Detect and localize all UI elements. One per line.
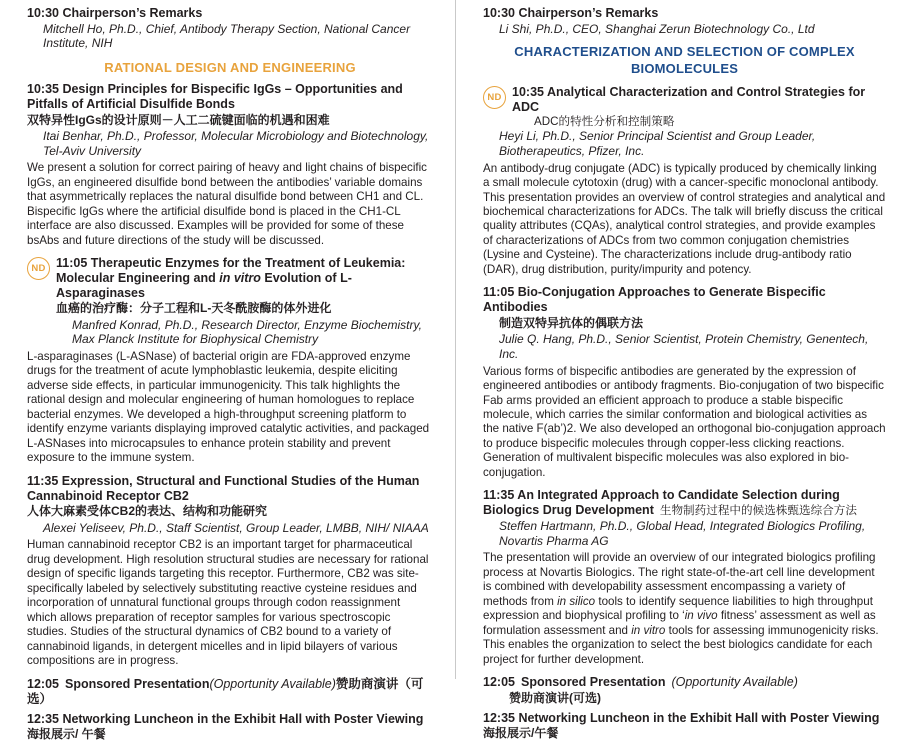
left-talk-1-title-cn: 双特异性IgGs的设计原则－人工二硫键面临的机遇和困难 bbox=[27, 112, 330, 127]
left-talk-3-speaker: Alexei Yeliseev, Ph.D., Staff Scientist, Group Leader, LMBB, NIH/ NIAAA bbox=[43, 520, 429, 535]
right-talk-1-abstract: An antibody-drug conjugate (ADC) is typically produced by chemically linking a small molecule cytotoxin (drug) with a cancer-specific monoclonal antibody. This presentation provides an overview of control strategies and analytical and biochemical characterizations for ADCs. The talk will briefly discuss the critical quality attributes (CQAs), analytical control strategies, and provide examples of characterizations of ADCs from two common conjugation chemistries (Lysine and Cysteine). The characterizations include drug-antibody ratio (DAR), drug distribution, purity/impurity and potency. bbox=[483, 161, 886, 276]
right-talk-2-speaker: Julie Q. Hang, Ph.D., Senior Scientist, Protein Chemistry, Genentech, Inc. bbox=[499, 332, 869, 361]
right-chairperson-block bbox=[483, 6, 886, 36]
left-talk-1 bbox=[27, 82, 433, 248]
left-talk-2-title bbox=[56, 256, 433, 300]
right-sponsored-presentation bbox=[483, 675, 886, 690]
right-talk-3-title-text: 11:35 An Integrated Approach to Candidate Selection during Biologics Drug Development bbox=[483, 488, 840, 518]
left-lunch-title: 12:35 Networking Luncheon in the Exhibit Hall with Poster Viewing bbox=[27, 711, 424, 726]
left-talk-2 bbox=[27, 256, 433, 350]
right-lunch-block bbox=[483, 711, 886, 741]
left-chairperson-block bbox=[27, 6, 433, 51]
left-sponsored-cn: 赞助商演讲（可选） bbox=[27, 676, 424, 706]
left-talk-2-title-cn: 血癌的治疗酶：分子工程和L-天冬酰胺酶的体外进化 bbox=[56, 301, 332, 316]
left-talk-3-title-cn: 人体大麻素受体CB2的表达、结构和功能研究 bbox=[27, 504, 268, 519]
right-talk-3-abstract-post: tools for assessing immunogenicity risks. This enables the organization to select the best biologics candidate for each project for further development. bbox=[483, 623, 879, 666]
right-lunch-title: 12:35 Networking Luncheon in the Exhibit Hall with Poster Viewing bbox=[483, 710, 880, 725]
right-talk-1-title-cn: ADC的特性分析和控制策略 bbox=[534, 115, 675, 129]
left-talk-2-title-post: Evolution of L-Asparaginases bbox=[56, 270, 352, 300]
left-talk-1-title: 10:35 Design Principles for Bispecific IgGs – Opportunities and Pitfalls of Artificial Disulfide Bonds bbox=[27, 82, 403, 111]
right-talk-3-abstract-italic-3: in vitro bbox=[631, 623, 666, 637]
right-talk-2-title-cn: 制造双特异抗体的偶联方法 bbox=[499, 315, 644, 330]
right-sponsored-opportunity: (Opportunity Available) bbox=[671, 675, 798, 690]
left-sponsored-opportunity: (Opportunity Available) bbox=[209, 676, 336, 691]
left-lunch-block bbox=[27, 712, 433, 742]
right-talk-3-abstract-mid-1: tools to identify sequence liabilities to high throughput expression and biophysical profiling to ‘ bbox=[483, 594, 873, 623]
left-sponsored-presentation bbox=[27, 677, 433, 707]
left-sponsored-time: 12:05 bbox=[27, 676, 59, 691]
right-talk-3-abstract-pre: The presentation will provide an overview of our integrated biologics profiling process at Novartis Biologics. The right state-of-the-art cell line development is combined with developability assessment encompassing a variety of methods from bbox=[483, 551, 876, 608]
right-section-heading: CHARACTERIZATION AND SELECTION OF COMPLEX BIOMOLECULES bbox=[514, 44, 855, 76]
right-talk-3-abstract bbox=[483, 551, 886, 667]
right-talk-3-abstract-mid-2: fitness’ assessment as well as formulation assessment and bbox=[483, 609, 876, 637]
right-talk-1-title: 10:35 Analytical Characterization and Control Strategies for ADC bbox=[512, 84, 866, 114]
right-talk-1-speaker: Heyi Li, Ph.D., Senior Principal Scientist and Group Leader, Biotherapeutics, Pfizer, Inc. bbox=[499, 129, 816, 158]
left-talk-1-speaker: Itai Benhar, Ph.D., Professor, Molecular Microbiology and Biotechnology, Tel-Aviv University bbox=[43, 128, 429, 158]
agenda-column-right bbox=[455, 0, 910, 741]
right-talk-2 bbox=[483, 285, 886, 480]
right-talk-3-title-cn: 生物制药过程中的候选株甄选综合方法 bbox=[659, 504, 857, 518]
right-talk-3-abstract-italic-1: in silico bbox=[557, 594, 596, 608]
new-data-badge-icon: ND bbox=[483, 86, 506, 109]
right-sponsored-title: Sponsored Presentation bbox=[520, 675, 666, 690]
right-talk-1 bbox=[483, 85, 886, 129]
right-sponsored-time: 12:05 bbox=[483, 675, 515, 690]
right-talk-2-abstract: Various forms of bispecific antibodies are generated by the expression of engineered antibodies or antibody fragments. Bio-conjugation of two bispecific Fab arms provided an efficient approach to produce a stable bispecific molecule, which carries the similar conformation and biological activities as the native F(ab’)2. We also developed an orthogonal bio-conjugation approach to produce bispecific molecules through copper-less clicking reactions. Generation of multivalent bispecific molecules was also explored in bio-conjugation. bbox=[483, 364, 886, 479]
left-talk-1-abstract: We present a solution for correct pairing of heavy and light chains of bispecific IgGs, an engineered disulfide bond between the antibodies’ variable domains that asymmetrically replaces the natural disulfide bond between CH1 and CL. Bispecific IgGs where the artificial disulfide bond is placed in the CH1-CL interface are also discussed. Examples will be provided for some of these bsAbs and future directions of the study will be discussed. bbox=[27, 161, 427, 247]
left-lunch-cn: 海报展示/ 午餐 bbox=[27, 727, 106, 742]
new-data-badge-icon: ND bbox=[27, 257, 50, 280]
left-sponsored-title: Sponsored Presentation bbox=[64, 676, 210, 691]
right-talk-3 bbox=[483, 488, 886, 667]
right-talk-3-title bbox=[483, 488, 886, 518]
left-talk-2-title-pre: 11:05 Therapeutic Enzymes for the Treatment of Leukemia: Molecular Engineering and bbox=[56, 256, 406, 285]
right-talk-2-title: 11:05 Bio-Conjugation Approaches to Generate Bispecific Antibodies bbox=[483, 285, 826, 315]
right-sponsored-cn: 赞助商演讲(可选) bbox=[509, 691, 601, 706]
right-talk-3-speaker: Steffen Hartmann, Ph.D., Global Head, Integrated Biologics Profiling, Novartis Pharma AG bbox=[499, 519, 866, 548]
right-talk-3-abstract-italic-2: in vivo bbox=[684, 609, 718, 623]
left-chairperson-title: 10:30 Chairperson’s Remarks bbox=[27, 6, 203, 20]
left-chairperson-speaker: Mitchell Ho, Ph.D., Chief, Antibody Therapy Section, National Cancer Institute, NIH bbox=[43, 21, 411, 51]
left-talk-3-abstract: Human cannabinoid receptor CB2 is an important target for pharmaceutical drug development. High resolution structural studies are necessary for rational design of specific ligands targeting this receptor. Furthermore, CB2 was site-specifically labeled by selectively substituting reactive cysteine residues and incorporation of unnatural functional groups through codon reassignment which allows preparation of receptor samples for various spectroscopic studies. Studies of the structural dynamics of CB2 bound to a variety of cannabinoid ligands, in detergent micelles and in lipid bilayers of various compositions are in progress. bbox=[27, 538, 429, 668]
right-lunch-cn: 海报展示/午餐 bbox=[483, 726, 559, 741]
left-talk-2-abstract: L-asparaginases (L-ASNase) of bacterial origin are FDA-approved enzyme drugs for the treatment of acute lymphoblastic leukemia, despite eliciting adverse side effects, in particular immunogenicity. This talk highlights the rational design and molecular engineering of human homologues to replace bacterial enzymes. We developed a high-throughput screening platform to identify enzyme variants displaying improved catalytic activities, and packaged L-ASNases into microcapsules to enhance protein stability and prevent exposure to the immune system. bbox=[27, 349, 430, 465]
left-talk-3 bbox=[27, 474, 433, 669]
right-chairperson-title: 10:30 Chairperson’s Remarks bbox=[483, 6, 659, 20]
left-talk-2-speaker: Manfred Konrad, Ph.D., Research Director, Enzyme Biochemistry, Max Planck Institute for Biophysical Chemistry bbox=[72, 317, 422, 347]
right-chairperson-speaker: Li Shi, Ph.D., CEO, Shanghai Zerun Biotechnology Co., Ltd bbox=[499, 21, 815, 36]
left-section-heading: RATIONAL DESIGN AND ENGINEERING bbox=[104, 60, 356, 75]
left-talk-3-title: 11:35 Expression, Structural and Functional Studies of the Human Cannabinoid Receptor CB2 bbox=[27, 473, 420, 503]
left-talk-2-title-italic: in vitro bbox=[219, 270, 261, 285]
